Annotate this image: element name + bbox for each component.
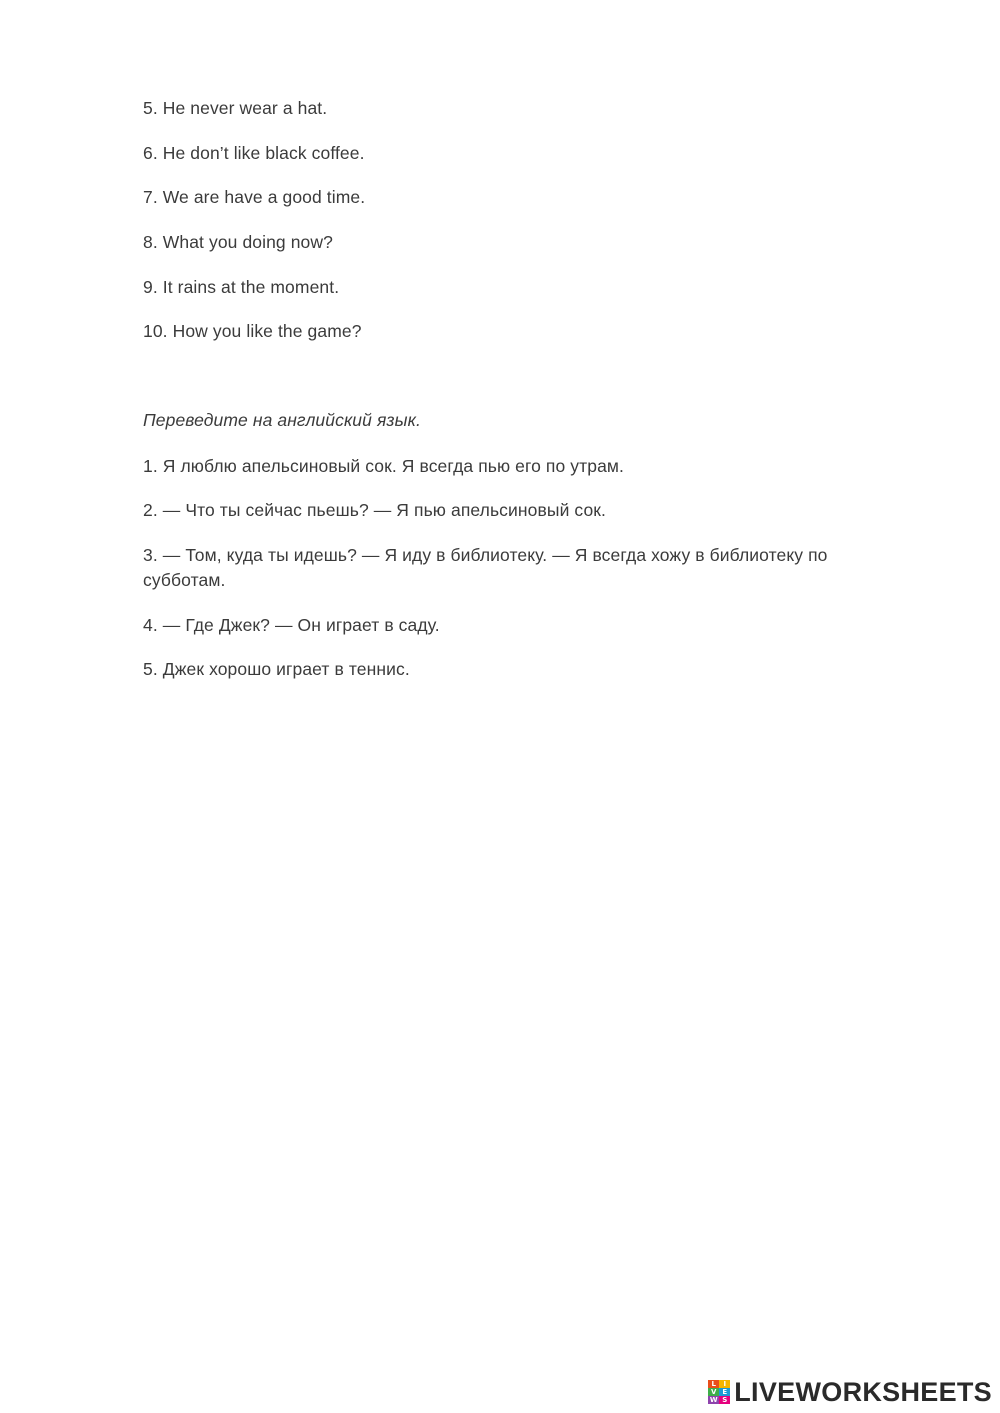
translation-item-4: 4. — Где Джек? — Он играет в саду. — [143, 615, 440, 635]
translation-item-2: 2. — Что ты сейчас пьешь? — Я пью апельсиновый сок. — [143, 500, 607, 520]
logo-mark-tile: W — [709, 1396, 718, 1404]
translation-item-5: 5. Джек хорошо играет в теннис. — [143, 659, 410, 679]
translation-item-1: 1. Я люблю апельсиновый сок. Я всегда пью его по утрам. — [143, 456, 624, 476]
exercise-item-10: 10. How you like the game? — [143, 321, 362, 341]
logo-mark-tile: E — [719, 1388, 730, 1396]
liveworksheets-brand-text: LIVEWORKSHEETS — [734, 1377, 992, 1407]
liveworksheets-logo-icon — [708, 1380, 730, 1404]
exercise-item-6: 6. He don’t like black coffee. — [143, 143, 365, 163]
logo-mark-tile: S — [719, 1396, 730, 1404]
exercise-item-7: 7. We are have a good time. — [143, 187, 366, 207]
logo-mark-tile: I — [719, 1380, 730, 1388]
logo-mark-tile: L — [708, 1380, 719, 1388]
exercise-item-8: 8. What you doing now? — [143, 232, 333, 252]
translation-instruction: Переведите на английский язык. — [143, 410, 421, 430]
liveworksheets-logo — [708, 1377, 992, 1407]
translation-item-3: 3. — Том, куда ты идешь? — Я иду в библиотеку. — Я всегда хожу в библиотеку по субботам. — [143, 545, 828, 590]
logo-mark-tile: V — [708, 1388, 719, 1396]
exercise-item-5: 5. He never wear a hat. — [143, 98, 328, 118]
exercise-item-9: 9. It rains at the moment. — [143, 277, 340, 297]
